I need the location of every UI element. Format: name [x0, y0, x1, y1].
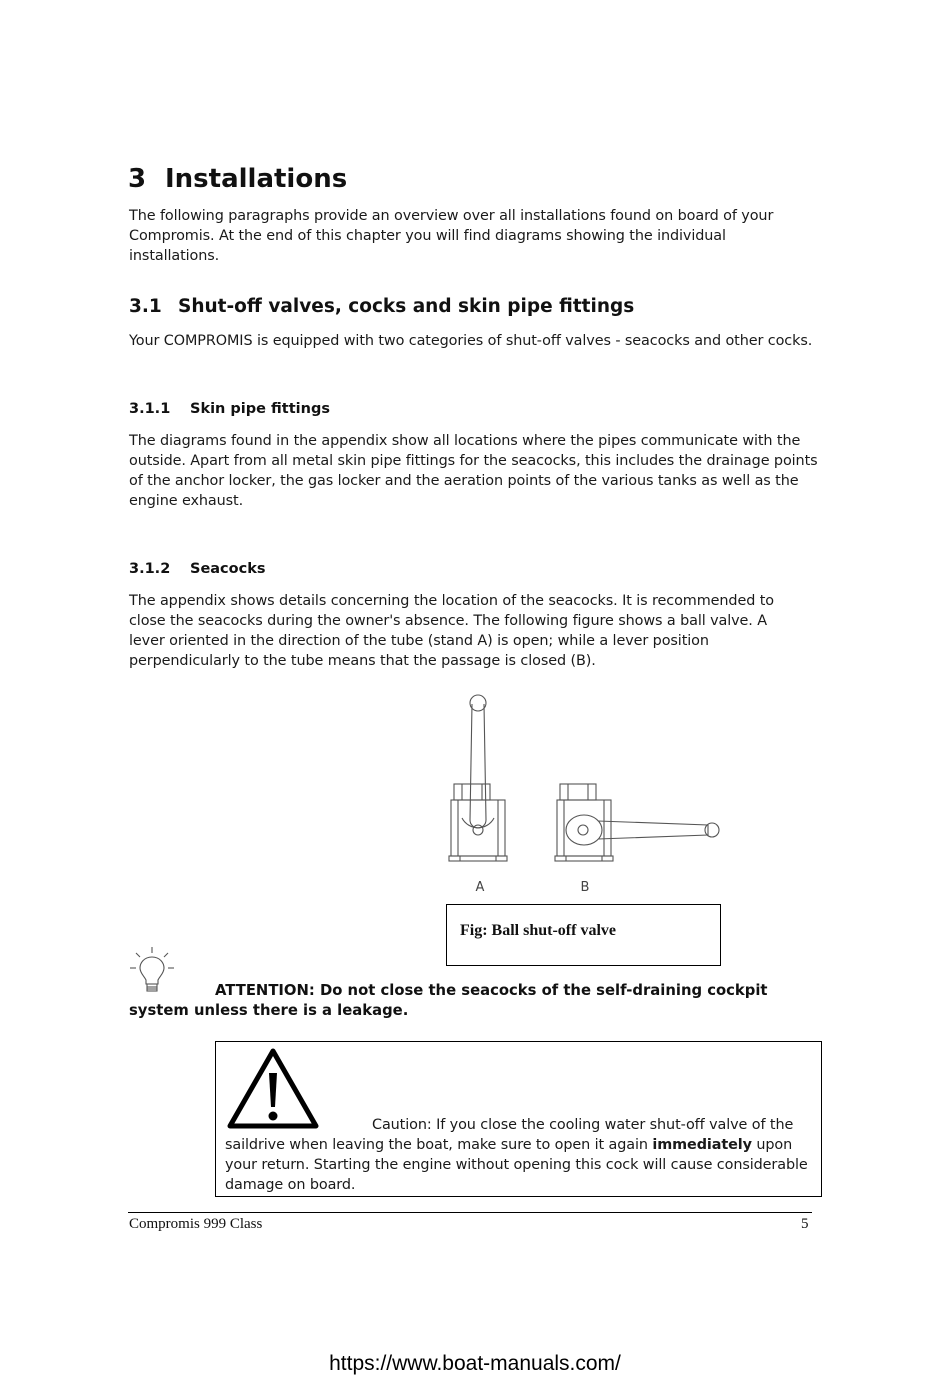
caution-text-start: Caution: If you close the cooling water shut-off valve of the saildrive when leaving the boat, make sure to open it again [225, 1117, 794, 1153]
footer-divider [128, 1212, 812, 1213]
section-title: Shut-off valves, cocks and skin pipe fittings [178, 296, 635, 317]
footer-title: Compromis 999 Class [129, 1216, 263, 1232]
valve-b-label: B [580, 880, 590, 895]
figure-caption-box [446, 904, 721, 966]
ball-valve-figure [440, 690, 730, 900]
caution-text-end: upon your return. Starting the engine without opening this cock will cause considerable damage on board. [225, 1137, 808, 1193]
chapter-heading [128, 164, 347, 194]
page-number: 5 [801, 1216, 809, 1232]
section-3-1-1-text: The diagrams found in the appendix show all locations where the pipes communicate with the outside. Apart from all metal skin pipe fittings for the seacocks, this includes the drainage points of the anchor locker, the gas locker and the aeration points of the various tanks as well as the engine exhaust. [129, 433, 818, 509]
watermark-url[interactable]: https://www.boat-manuals.com/ [329, 1352, 621, 1375]
chapter-intro: The following paragraphs provide an overview over all installations found on board of your Compromis. At the end of this chapter you will find diagrams showing the individual installations. [129, 208, 774, 264]
section-number: 3.1.2 [129, 561, 171, 577]
valve-b-drawing [555, 784, 719, 861]
section-3-1-1-heading [129, 401, 330, 417]
section-3-1-heading [129, 296, 634, 317]
caution-box [215, 1041, 822, 1197]
section-title: Skin pipe fittings [190, 401, 330, 417]
caution-text [225, 1115, 810, 1195]
attention-text: ATTENTION: Do not close the seacocks of the self-draining cockpit system unless there is a leakage. [129, 982, 768, 1019]
chapter-title: Installations [165, 164, 348, 194]
section-number: 3.1 [129, 296, 162, 317]
valve-a-drawing [449, 695, 507, 861]
section-number: 3.1.1 [129, 401, 171, 417]
section-3-1-2-text: The appendix shows details concerning the location of the seacocks. It is recommended to close the seacocks during the owner's absence. The following figure shows a ball valve. A lever oriented in the direction of the tube (stand A) is open; while a lever position perpendicularly to the tube means that the passage is closed (B). [129, 593, 774, 669]
caution-emphasis: immediately [652, 1137, 752, 1153]
section-3-1-text: Your COMPROMIS is equipped with two categories of shut-off valves - seacocks and other cocks. [129, 333, 813, 349]
figure-caption: Fig: Ball shut-off valve [460, 922, 616, 939]
section-title: Seacocks [190, 561, 266, 577]
section-3-1-2-heading [129, 561, 266, 577]
valve-a-label: A [475, 880, 485, 895]
chapter-number: 3 [128, 164, 147, 194]
